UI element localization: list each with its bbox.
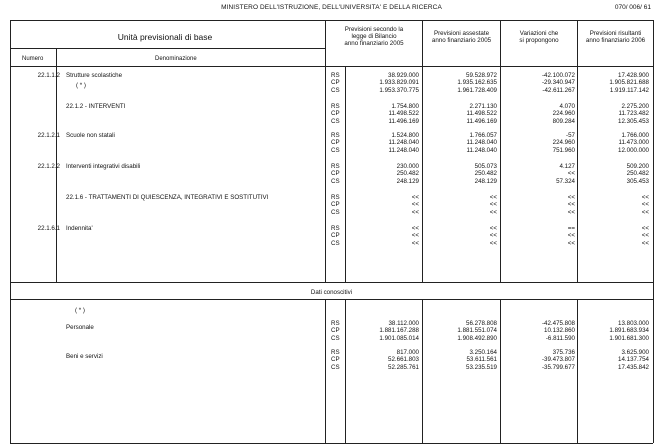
value: << bbox=[489, 232, 497, 240]
ministry-title: MINISTERO DELL'ISTRUZIONE, DELL'UNIVERSITA' E DELLA RICERCA bbox=[221, 4, 442, 11]
value: 11.248.040 bbox=[466, 146, 497, 154]
star-note: ( * ) bbox=[75, 307, 85, 314]
value-cell-c3 bbox=[505, 349, 575, 371]
value: << bbox=[411, 239, 419, 247]
value: -57 bbox=[566, 132, 575, 139]
value-cell-c2 bbox=[432, 132, 497, 154]
value: 1.766.000 bbox=[621, 132, 649, 139]
row-description: 22.1.2 - INTERVENTI bbox=[66, 103, 126, 110]
table-row bbox=[0, 346, 663, 386]
type-code: CS bbox=[331, 208, 340, 216]
value-cell-c4 bbox=[582, 103, 649, 125]
value: 1.766.057 bbox=[469, 132, 497, 139]
type-code: CP bbox=[331, 356, 340, 364]
type-code: CP bbox=[331, 79, 340, 87]
col3-header-line: Variazioni che bbox=[519, 30, 559, 37]
value: << bbox=[411, 194, 419, 201]
value: 2.275.200 bbox=[621, 103, 649, 110]
row-description: Interventi integrativi disabili bbox=[66, 163, 141, 170]
value: 375.736 bbox=[552, 349, 575, 356]
value: 505.073 bbox=[474, 163, 497, 170]
value: 13.803.000 bbox=[618, 320, 649, 327]
value: 11.248.040 bbox=[388, 146, 419, 154]
value: 14.137.754 bbox=[618, 356, 649, 364]
row-description: Personale bbox=[66, 324, 94, 331]
value: 3.250.164 bbox=[469, 349, 497, 356]
value: 52.661.803 bbox=[388, 356, 419, 364]
row-code: 22.1.2.1 bbox=[37, 132, 60, 139]
col1-header-line: Previsioni secondo la bbox=[344, 26, 404, 33]
value: << bbox=[641, 201, 649, 209]
value: 53.235.519 bbox=[466, 363, 497, 371]
value: 53.611.561 bbox=[466, 356, 497, 364]
value-cell-c1 bbox=[349, 163, 419, 185]
type-code: CP bbox=[331, 232, 340, 240]
value: 11.498.522 bbox=[388, 110, 419, 118]
value-cell-c2 bbox=[432, 349, 497, 371]
type-code: CP bbox=[331, 170, 340, 178]
value: 11.723.482 bbox=[618, 110, 649, 118]
value: 1.935.162.635 bbox=[457, 79, 497, 87]
type-code: RS bbox=[331, 194, 340, 201]
numero-header: Numero bbox=[22, 56, 44, 62]
value: 509.200 bbox=[626, 163, 649, 170]
value: -35.799.677 bbox=[541, 363, 575, 371]
value-cell-c3 bbox=[505, 320, 575, 342]
row-description: Strutture scolastiche bbox=[66, 72, 123, 79]
value: 250.482 bbox=[396, 170, 419, 178]
value: 305.453 bbox=[626, 177, 649, 185]
value-cell-c1 bbox=[349, 320, 419, 342]
value: << bbox=[489, 194, 497, 201]
value: 2.271.130 bbox=[469, 103, 497, 110]
value-cell-c1 bbox=[349, 194, 419, 216]
row-types bbox=[331, 194, 347, 216]
value: 1.961.728.409 bbox=[457, 86, 497, 94]
type-code: CS bbox=[331, 239, 340, 247]
col3-header-line: si propongono bbox=[519, 37, 559, 45]
col2-header-line: Previsioni assestate bbox=[433, 30, 490, 37]
value: 809.284 bbox=[552, 117, 575, 125]
row-types bbox=[331, 103, 347, 125]
value: -39.473.807 bbox=[541, 356, 575, 364]
value: << bbox=[567, 201, 575, 209]
value: 3.625.900 bbox=[621, 349, 649, 356]
value: << bbox=[641, 194, 649, 201]
value: -42.100.072 bbox=[541, 72, 575, 79]
value-cell-c4 bbox=[582, 320, 649, 342]
row-types bbox=[331, 163, 347, 185]
value: 224.960 bbox=[552, 110, 575, 118]
value: << bbox=[411, 225, 419, 232]
value-cell-c4 bbox=[582, 132, 649, 154]
type-code: RS bbox=[331, 225, 340, 232]
value-cell-c2 bbox=[432, 103, 497, 125]
value: 1.905.821.688 bbox=[609, 79, 649, 87]
value: 1.754.800 bbox=[391, 103, 419, 110]
value: 250.482 bbox=[626, 170, 649, 178]
type-code: CS bbox=[331, 86, 340, 94]
value: == bbox=[567, 225, 575, 232]
value: 1.881.551.074 bbox=[457, 327, 497, 335]
value-cell-c3 bbox=[505, 163, 575, 185]
type-code: CS bbox=[331, 177, 340, 185]
value: 4.127 bbox=[559, 163, 575, 170]
value: << bbox=[641, 208, 649, 216]
value: -42.611.267 bbox=[542, 86, 575, 94]
value-cell-c3 bbox=[505, 225, 575, 247]
value: 57.324 bbox=[556, 177, 575, 185]
col1-header-line: anno finanziario 2005 bbox=[344, 40, 404, 48]
value: 11.496.169 bbox=[466, 117, 497, 125]
denominazione-header: Denominazione bbox=[155, 56, 197, 62]
type-code: CS bbox=[331, 117, 340, 125]
value: 1.901.085.014 bbox=[379, 334, 419, 342]
value: << bbox=[641, 225, 649, 232]
value-cell-c1 bbox=[349, 349, 419, 371]
value: << bbox=[489, 201, 497, 209]
value: << bbox=[567, 170, 575, 178]
col2-header-line: anno finanziario 2005 bbox=[431, 37, 492, 45]
body-bottom-line bbox=[10, 282, 653, 283]
row-sub-note: ( * ) bbox=[76, 82, 86, 89]
type-code: CS bbox=[331, 334, 340, 342]
type-code: RS bbox=[331, 72, 340, 79]
row-types bbox=[331, 225, 347, 247]
value-cell-c4 bbox=[582, 194, 649, 216]
value-cell-c2 bbox=[432, 320, 497, 342]
value: 17.435.842 bbox=[618, 363, 649, 371]
document-code: 070/ 006/ 61 bbox=[614, 4, 651, 11]
value: 817.000 bbox=[396, 349, 419, 356]
value: 12.305.453 bbox=[618, 117, 649, 125]
value: 52.285.761 bbox=[388, 363, 419, 371]
value-cell-c1 bbox=[349, 103, 419, 125]
value: 1.901.681.300 bbox=[609, 334, 649, 342]
value: << bbox=[567, 232, 575, 240]
type-code: CS bbox=[331, 146, 340, 154]
col2-header bbox=[423, 30, 500, 44]
section-title-line bbox=[10, 299, 653, 300]
value: 1.953.370.775 bbox=[379, 86, 419, 94]
col4-header-line: anno finanziario 2006 bbox=[585, 37, 646, 45]
value-cell-c2 bbox=[432, 72, 497, 94]
value: << bbox=[641, 232, 649, 240]
value-cell-c3 bbox=[505, 72, 575, 94]
value: 250.482 bbox=[474, 170, 497, 178]
type-code: RS bbox=[331, 320, 340, 327]
row-code: 22.1.2.2 bbox=[37, 163, 60, 170]
type-code: CP bbox=[331, 327, 340, 335]
row-code: 22.1.1.2 bbox=[37, 72, 60, 79]
value: 1.933.829.091 bbox=[379, 79, 419, 87]
value: << bbox=[411, 208, 419, 216]
value: << bbox=[567, 208, 575, 216]
value: -6.811.590 bbox=[545, 334, 575, 342]
value: 248.129 bbox=[474, 177, 497, 185]
row-description: 22.1.6 - TRATTAMENTI DI QUIESCENZA, INTEGRATIVI E SOSTITUTIVI bbox=[66, 194, 269, 201]
type-code: CP bbox=[331, 201, 340, 209]
value: 1.908.492.890 bbox=[457, 334, 497, 342]
value: 248.129 bbox=[396, 177, 419, 185]
row-types bbox=[331, 320, 347, 342]
row-types bbox=[331, 132, 347, 154]
value: 38.929.000 bbox=[388, 72, 419, 79]
row-description: Scuole non statali bbox=[66, 132, 115, 139]
col4-header bbox=[578, 30, 653, 44]
type-code: CP bbox=[331, 110, 340, 118]
value-cell-c2 bbox=[432, 194, 497, 216]
type-code: CP bbox=[331, 139, 340, 147]
col1-header bbox=[326, 26, 422, 48]
value-cell-c2 bbox=[432, 225, 497, 247]
value-cell-c3 bbox=[505, 132, 575, 154]
value-cell-c4 bbox=[582, 163, 649, 185]
value: 1.891.683.934 bbox=[609, 327, 649, 335]
value: 12.000.000 bbox=[618, 146, 649, 154]
value: 59.528.972 bbox=[466, 72, 497, 79]
row-types bbox=[331, 72, 347, 94]
value: << bbox=[411, 201, 419, 209]
value: 17.428.900 bbox=[618, 72, 649, 79]
header-mid-line bbox=[10, 48, 325, 49]
value-cell-c2 bbox=[432, 163, 497, 185]
value: << bbox=[567, 194, 575, 201]
value: 1.881.167.288 bbox=[379, 327, 419, 335]
value-cell-c4 bbox=[582, 225, 649, 247]
row-code: 22.1.6.1 bbox=[37, 225, 60, 232]
type-code: RS bbox=[331, 103, 340, 110]
table-row bbox=[0, 225, 663, 265]
value: -42.475.808 bbox=[541, 320, 575, 327]
value-cell-c1 bbox=[349, 72, 419, 94]
table-bottom-border bbox=[10, 443, 653, 444]
value-cell-c3 bbox=[505, 103, 575, 125]
value: 1.919.117.142 bbox=[609, 86, 649, 94]
type-code: CS bbox=[331, 363, 340, 371]
value-cell-c1 bbox=[349, 225, 419, 247]
col1-header-line: legge di Bilancio bbox=[351, 33, 397, 41]
value: << bbox=[489, 225, 497, 232]
value-cell-c4 bbox=[582, 72, 649, 94]
header-bottom-line bbox=[10, 66, 653, 67]
value: << bbox=[567, 239, 575, 247]
value: 11.498.522 bbox=[466, 110, 497, 118]
table-top-border bbox=[10, 20, 653, 21]
value: 230.000 bbox=[396, 163, 419, 170]
value: << bbox=[489, 208, 497, 216]
value-cell-c1 bbox=[349, 132, 419, 154]
type-code: RS bbox=[331, 349, 340, 356]
col3-header bbox=[501, 30, 577, 44]
value-cell-c4 bbox=[582, 349, 649, 371]
type-code: RS bbox=[331, 163, 340, 170]
value: 11.496.169 bbox=[388, 117, 419, 125]
value: << bbox=[641, 239, 649, 247]
row-types bbox=[331, 349, 347, 371]
value: 11.473.000 bbox=[618, 139, 649, 147]
value: 751.960 bbox=[552, 146, 575, 154]
value: 1.524.800 bbox=[391, 132, 419, 139]
value: 11.248.040 bbox=[466, 139, 497, 147]
type-code: RS bbox=[331, 132, 340, 139]
value: 38.112.000 bbox=[388, 320, 419, 327]
value-cell-c3 bbox=[505, 194, 575, 216]
row-description: Beni e servizi bbox=[66, 353, 103, 360]
value: << bbox=[489, 239, 497, 247]
value: -29.340.947 bbox=[541, 79, 575, 87]
row-description: Indennita' bbox=[66, 225, 93, 232]
value: 224.960 bbox=[552, 139, 575, 147]
value: 11.248.040 bbox=[388, 139, 419, 147]
value: 56.278.808 bbox=[466, 320, 497, 327]
value: 10.132.860 bbox=[544, 327, 575, 335]
value: << bbox=[411, 232, 419, 240]
section-title: Dati conoscitivi bbox=[310, 289, 353, 296]
col4-header-line: Previsioni risultanti bbox=[589, 30, 642, 37]
unit-title: Unità previsionali di base bbox=[117, 32, 213, 42]
value: 4.070 bbox=[559, 103, 575, 110]
